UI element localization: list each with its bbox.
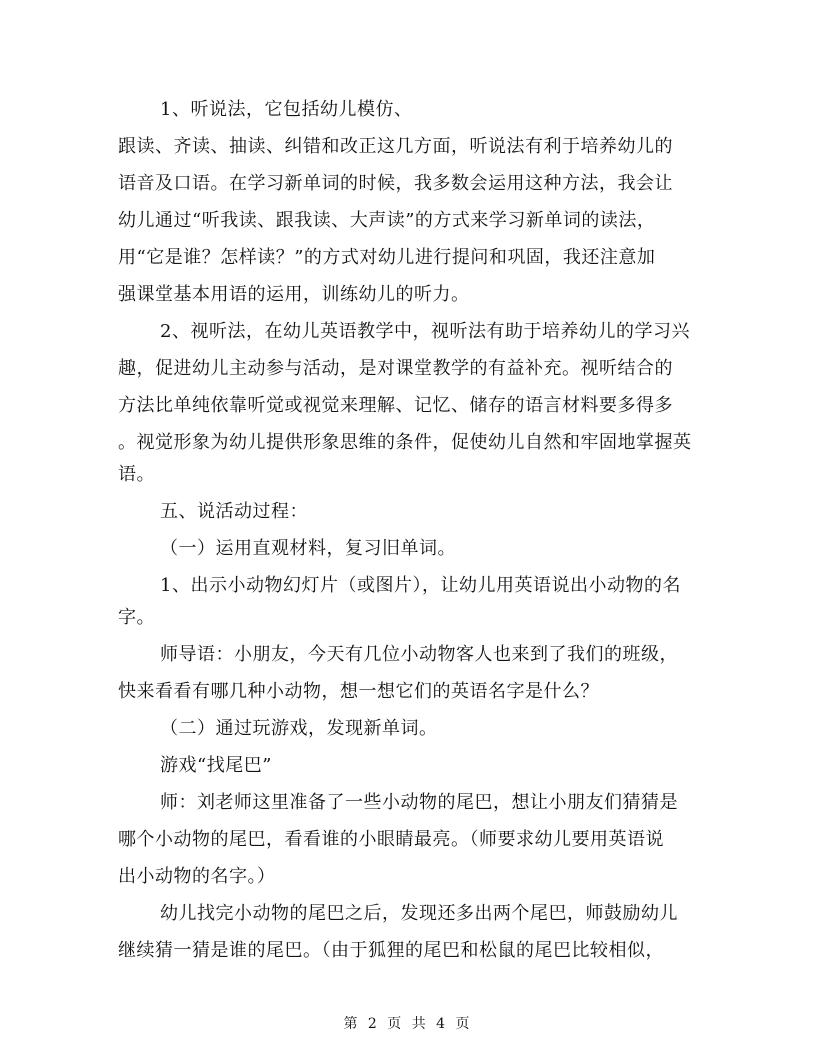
text-line: 方法比单纯依靠听觉或视觉来理解、记忆、储存的语言材料要多得多 [118,395,673,416]
text-line: 师：刘老师这里准备了一些小动物的尾巴，想让小朋友们猜猜是 [160,792,678,813]
text-line: 强课堂基本用语的运用，训练幼儿的听力。 [118,284,470,305]
subsection-heading: （一）运用直观材料，复习旧单词。 [160,538,456,559]
text-line: 师导语：小朋友，今天有几位小动物客人也来到了我们的班级， [160,644,678,665]
section-heading: 五、说活动过程： [160,501,308,522]
text-line: 继续猜一猜是谁的尾巴。（由于狐狸的尾巴和松鼠的尾巴比较相似， [118,940,664,961]
text-line: 语音及口语。在学习新单词的时候，我多数会运用这种方法，我会让 [118,173,673,194]
text-line: 语。 [118,464,155,485]
text-line: 幼儿通过“听我读、跟我读、大声读”的方式来学习新单词的读法， [118,210,656,231]
subsection-heading: （二）通过玩游戏，发现新单词。 [160,718,438,739]
text-line: 用“它是谁？怎样读？”的方式对幼儿进行提问和巩固，我还注意加 [118,247,656,268]
text-line: 幼儿找完小动物的尾巴之后，发现还多出两个尾巴，师鼓励幼儿 [160,903,678,924]
text-line: 。视觉形象为幼儿提供形象思维的条件，促使幼儿自然和牢固地掌握英 [118,432,692,453]
text-line: 字。 [118,607,155,628]
text-line: 趣，促进幼儿主动参与活动，是对课堂教学的有益补充。视听结合的 [118,358,673,379]
text-line: 2、视听法，在幼儿英语教学中，视听法有助于培养幼儿的学习兴 [160,321,690,342]
text-line: 跟读、齐读、抽读、纠错和改正这几方面，听说法有利于培养幼儿的 [118,136,673,157]
text-line: 1、听说法，它包括幼儿模仿、 [160,99,413,120]
text-line: 游戏“找尾巴” [160,755,272,776]
text-line: 哪个小动物的尾巴，看看谁的小眼睛最亮。（师要求幼儿要用英语说 [118,829,664,850]
text-line: 1、出示小动物幻灯片（或图片），让幼儿用英语说出小动物的名 [160,575,681,596]
text-line: 快来看看有哪几种小动物，想一想它们的英语名字是什么？ [118,681,599,702]
text-line: 出小动物的名字。） [118,866,276,887]
page-number: 第 2 页 共 4 页 [343,1016,473,1032]
